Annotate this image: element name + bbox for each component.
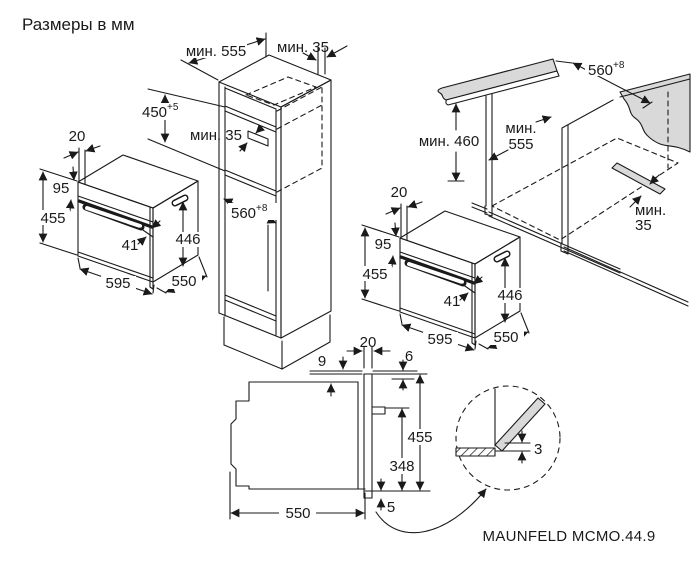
dim-oven-top-gap: 20 [390,184,408,201]
dim-detail-clearance: 3 [534,441,543,458]
dim-side-door-thickness: 20 [359,334,377,351]
dim-oven-panel-height: 95 [374,236,392,253]
dim-oven-panel-height: 95 [52,180,70,197]
base-cabinet-drawing [418,59,690,306]
dim-oven-handle: 41 [121,237,139,254]
dim-oven-body-height: 446 [497,287,523,304]
dim-oven-handle: 41 [443,293,461,310]
dim-cabinet-niche-height: $450^{+5}$ [142,102,179,121]
dim-side-bottom-overhang: 5 [386,499,396,516]
dim-base-niche-height: мин. 460 [418,133,480,150]
dim-oven-width: 595 [427,331,453,348]
model-label: MAUNFELD MCMO.44.9 [482,528,656,545]
dim-oven-depth: 550 [171,273,197,290]
dim-cabinet-rear-gap: мин. 35 [277,39,329,56]
dim-cabinet-niche-width: $560^{+8}$ [231,203,268,222]
dim-oven-front-height: 455 [362,266,388,283]
dim-cabinet-depth-min: мин. 555 [185,43,247,60]
dim-cabinet-vent-gap: мин. 35 [190,127,242,144]
tall-cabinet-drawing [139,33,347,369]
dim-oven-width: 595 [105,275,131,292]
dim-base-depth-min-line1: мин. [505,120,537,137]
dim-side-top-clearance: 6 [404,348,414,365]
dim-oven-depth: 550 [493,329,519,346]
dim-base-depth-min-line2: 555 [508,136,534,153]
dim-oven-body-height: 446 [175,231,201,248]
dim-oven-front-height: 455 [40,210,66,227]
dim-side-depth: 550 [285,505,311,522]
dim-base-rear-gap-line1: мин. [635,202,667,219]
right-oven-drawing [359,184,529,350]
dim-base-niche-width: $560^{+8}$ [588,60,625,79]
side-view-drawing [230,347,437,521]
dim-oven-top-gap: 20 [68,128,86,145]
dim-side-front-height: 455 [407,429,433,446]
page-title: Размеры в мм [22,15,135,34]
dim-side-top-recess: 9 [317,353,327,370]
dim-base-rear-gap-line2: 35 [635,217,652,234]
dim-side-handle-height: 348 [389,458,415,475]
